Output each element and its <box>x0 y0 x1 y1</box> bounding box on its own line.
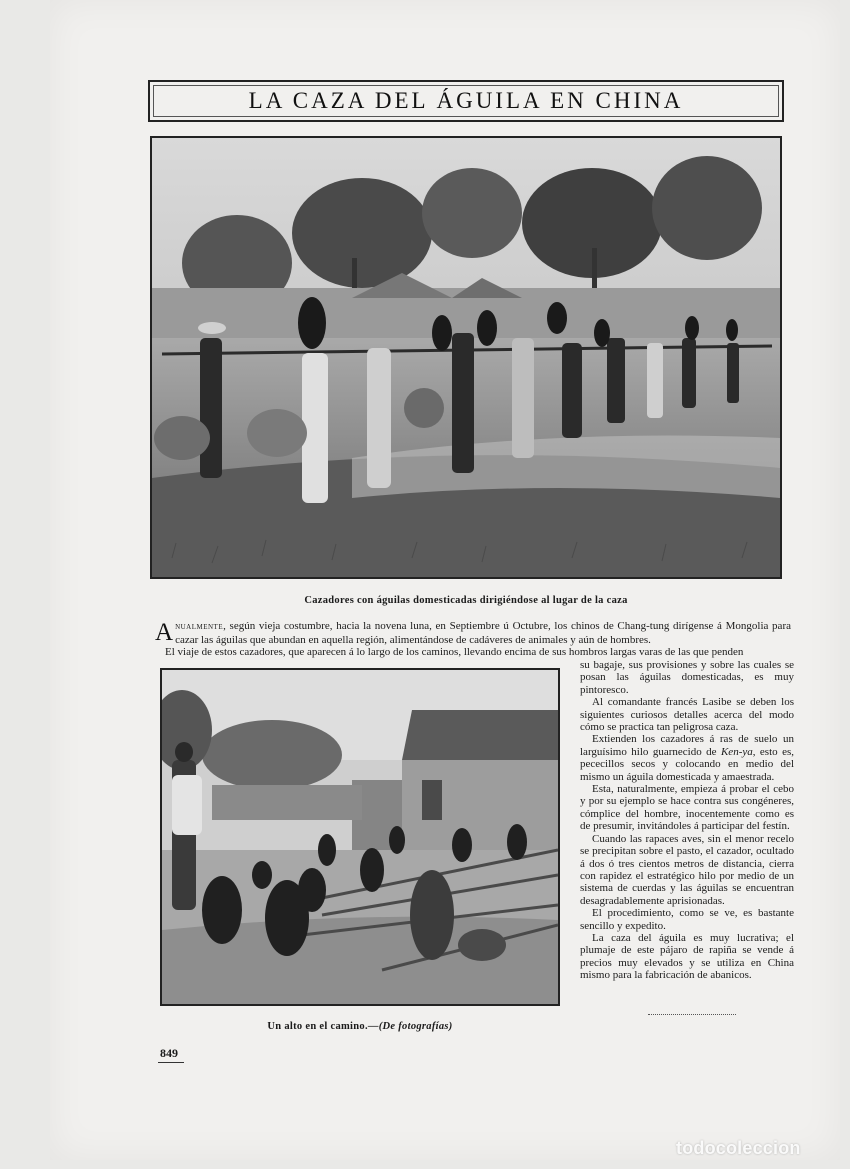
article-right-column <box>580 659 794 982</box>
article-paragraph-4 <box>580 733 794 783</box>
title-frame <box>148 80 784 122</box>
photo2-caption <box>160 1021 560 1032</box>
photo2-source: (De fotografías) <box>378 1021 453 1032</box>
article-paragraph-8: La caza del águila es muy lucrativa; el plumaje de este pájaro de rapiña se vende á precios muy elevados y se utiliza en China mismo para la fabricación de abanicos. <box>580 931 794 982</box>
paragraph-1-text: , según vieja costumbre, hacia la novena luna, en Septiembre ú Octubre, los chinos de Chang-tung dirígense á Mongolia para cazar las águilas que abundan en aquella región, alimentándose de cadáveres de animales y aún de hombres. <box>175 620 791 646</box>
watermark-logo: todocoleccion <box>676 1138 801 1158</box>
paragraph-2-lead-text: El viaje de estos cazadores, que aparecen á lo largo de los caminos, llevando encima de sus hombros largas varas de las que penden <box>165 646 744 658</box>
photo2-caption-text: Un alto en el camino.— <box>267 1021 379 1032</box>
photo-hunters-with-eagles <box>150 136 782 579</box>
photo1-caption: Cazadores con águilas domesticadas dirigiéndose al lugar de la caza <box>304 595 628 606</box>
article-paragraph-5: Esta, naturalmente, empieza á probar el cebo y por su ejemplo se hace contra sus congéneres, cómplice del hombre, inocentemente como es de presumir, invitándoles á participar del festín. <box>580 783 794 833</box>
article-paragraph-2-lead <box>155 646 791 659</box>
article-paragraph-6: Cuando las rapaces aves, sin el menor recelo se precipitan sobre el pasto, el cazador, ocultado á dos ó tres cientos metros de distancia, cierra con rapidez el estratégico hilo por medio de un sistema de cuerdas y las águilas se encuentran desagradablemente aprisionadas. <box>580 832 794 907</box>
article-paragraph-3: Al comandante francés Lasibe se deben los siguientes curiosos detalles acerca del modo cómo se practica tan peligrosa caza. <box>580 696 794 734</box>
paragraph-4-text-b: , esto es, pececillos secos y colocando en medio del mismo un águila domesticada y amaestrada. <box>580 745 794 783</box>
article-paragraph-1 <box>155 620 791 646</box>
drop-cap: A <box>155 619 174 646</box>
photo-rest-stop <box>160 668 560 1006</box>
page-title: LA CAZA DEL ÁGUILA EN CHINA <box>248 88 684 113</box>
paragraph-4-italic: Ken-ya <box>720 745 753 758</box>
article-paragraph-7: El procedimiento, como se ve, es bastante sencillo y expedito. <box>580 907 794 932</box>
end-rule <box>648 1014 736 1015</box>
page-number-underline <box>158 1062 184 1063</box>
first-word: nualmente <box>175 621 224 632</box>
article-paragraph-2-cont: su bagaje, sus provisiones y sobre las cuales se posan las águilas domesticadas, es muy pintoresco. <box>580 659 794 696</box>
paragraph-4-text-a: Extienden los cazadores á ras de suelo un larguísimo hilo guarnecido de <box>580 733 794 758</box>
page-number: 849 <box>160 1046 178 1060</box>
